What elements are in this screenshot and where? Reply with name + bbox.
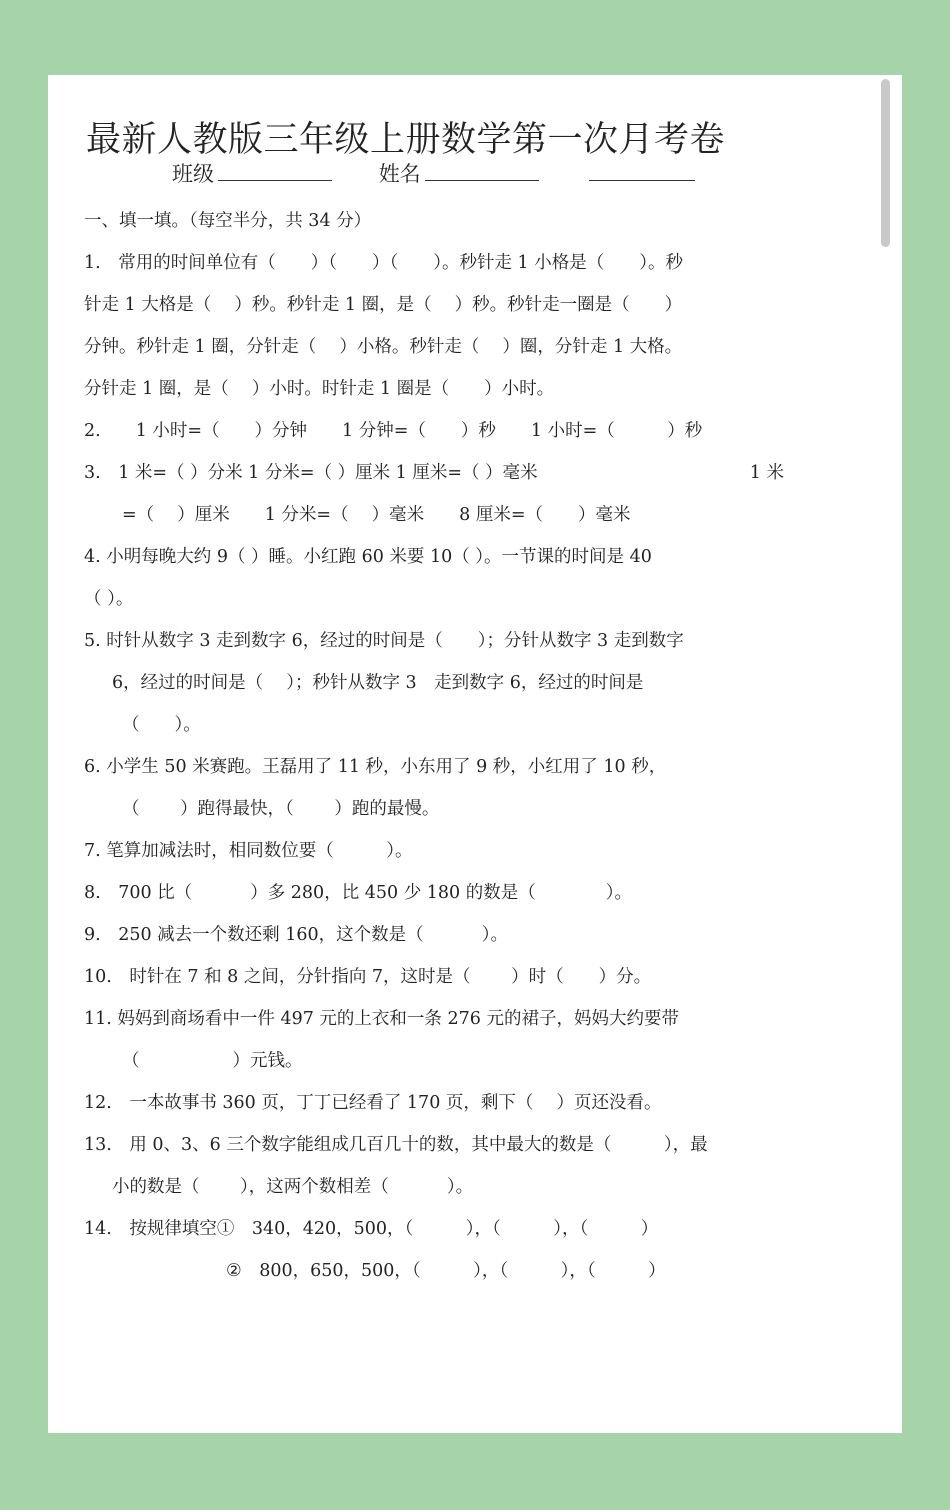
class-label: 班级 bbox=[172, 162, 214, 186]
student-info-row bbox=[172, 158, 735, 188]
exam-title: 最新人教版三年级上册数学第一次月考卷 bbox=[86, 120, 726, 160]
name-label: 姓名 bbox=[378, 162, 421, 186]
question-6-line-1: 6. 小学生 50 米赛跑。王磊用了 11 秒，小东用了 9 秒，小红用了 10 秒， bbox=[84, 757, 667, 777]
question-1-line-1: 1. 常用的时间单位有（ ）（ ）（ ）。秒针走 1 小格是（ ）。秒 bbox=[84, 253, 683, 273]
question-11-line-2: （ ）元钱。 bbox=[122, 1051, 303, 1071]
scrollbar-thumb[interactable] bbox=[881, 79, 890, 247]
class-field bbox=[172, 158, 332, 188]
question-3-line-1-tail: 1 米 bbox=[749, 463, 784, 483]
question-7: 7. 笔算加减法时，相同数位要（ ）。 bbox=[84, 841, 413, 861]
name-blank-line bbox=[425, 179, 539, 181]
question-2: 2. 1 小时=（ ）分钟 1 分钟=（ ）秒 1 小时=（ ）秒 bbox=[84, 421, 703, 441]
question-1-line-3: 分钟。秒针走 1 圈，分针走（ ）小格。秒针走（ ）圈，分针走 1 大格。 bbox=[84, 337, 683, 357]
question-3-line-2: =（ ）厘米 1 分米=（ ）毫米 8 厘米=（ ）毫米 bbox=[122, 505, 631, 525]
score-field bbox=[585, 162, 695, 186]
question-8: 8. 700 比（ ）多 280，比 450 少 180 的数是（ ）。 bbox=[84, 883, 632, 903]
question-3-line-1-text: 3. 1 米=（ ）分米 1 分米=（ ）厘米 1 厘米=（ ）毫米 bbox=[84, 463, 538, 483]
question-6-line-2: （ ）跑得最快，（ ）跑的最慢。 bbox=[122, 799, 440, 819]
question-5-line-2: 6，经过的时间是（ ）；秒针从数字 3 走到数字 6，经过的时间是 bbox=[112, 673, 644, 693]
question-14-line-1: 14. 按规律填空① 340，420，500，（ ），（ ），（ ） bbox=[84, 1219, 659, 1239]
question-11-line-1: 11. 妈妈到商场看中一件 497 元的上衣和一条 276 元的裙子，妈妈大约要带 bbox=[84, 1009, 679, 1029]
question-4-line-1: 4. 小明每晚大约 9（ ）睡。小红跑 60 米要 10（ ）。一节课的时间是 40 bbox=[84, 547, 652, 567]
question-4-line-2: （ ）。 bbox=[84, 589, 134, 609]
question-13-line-1: 13. 用 0、3、6 三个数字能组成几百几十的数，其中最大的数是（ ），最 bbox=[84, 1135, 708, 1155]
question-5-line-3: （ ）。 bbox=[122, 715, 201, 735]
question-10: 10. 时针在 7 和 8 之间，分针指向 7，这时是（ ）时（ ）分。 bbox=[84, 967, 652, 987]
question-13-line-2: 小的数是（ ），这两个数相差（ ）。 bbox=[112, 1177, 474, 1197]
question-1-line-4: 分针走 1 圈，是（ ）小时。时针走 1 圈是（ ）小时。 bbox=[84, 379, 555, 399]
name-field bbox=[379, 158, 539, 188]
question-9: 9. 250 减去一个数还剩 160，这个数是（ ）。 bbox=[84, 925, 508, 945]
exam-content bbox=[84, 200, 784, 1292]
question-12: 12. 一本故事书 360 页，丁丁已经看了 170 页，剩下（ ）页还没看。 bbox=[84, 1093, 662, 1113]
question-3-line-1 bbox=[84, 452, 784, 494]
scrollbar[interactable] bbox=[880, 75, 892, 1433]
question-1-line-2: 针走 1 大格是（ ）秒。秒针走 1 圈，是（ ）秒。秒针走一圈是（ ） bbox=[84, 295, 683, 315]
section-heading: 一、填一填。（每空半分，共 34 分） bbox=[84, 211, 372, 231]
question-5-line-1: 5. 时针从数字 3 走到数字 6，经过的时间是（ ）；分针从数字 3 走到数字 bbox=[84, 631, 684, 651]
score-blank-line bbox=[589, 179, 695, 181]
class-blank-line bbox=[218, 179, 332, 181]
question-14-line-2: ② 800，650，500，（ ），（ ），（ ） bbox=[226, 1261, 666, 1281]
